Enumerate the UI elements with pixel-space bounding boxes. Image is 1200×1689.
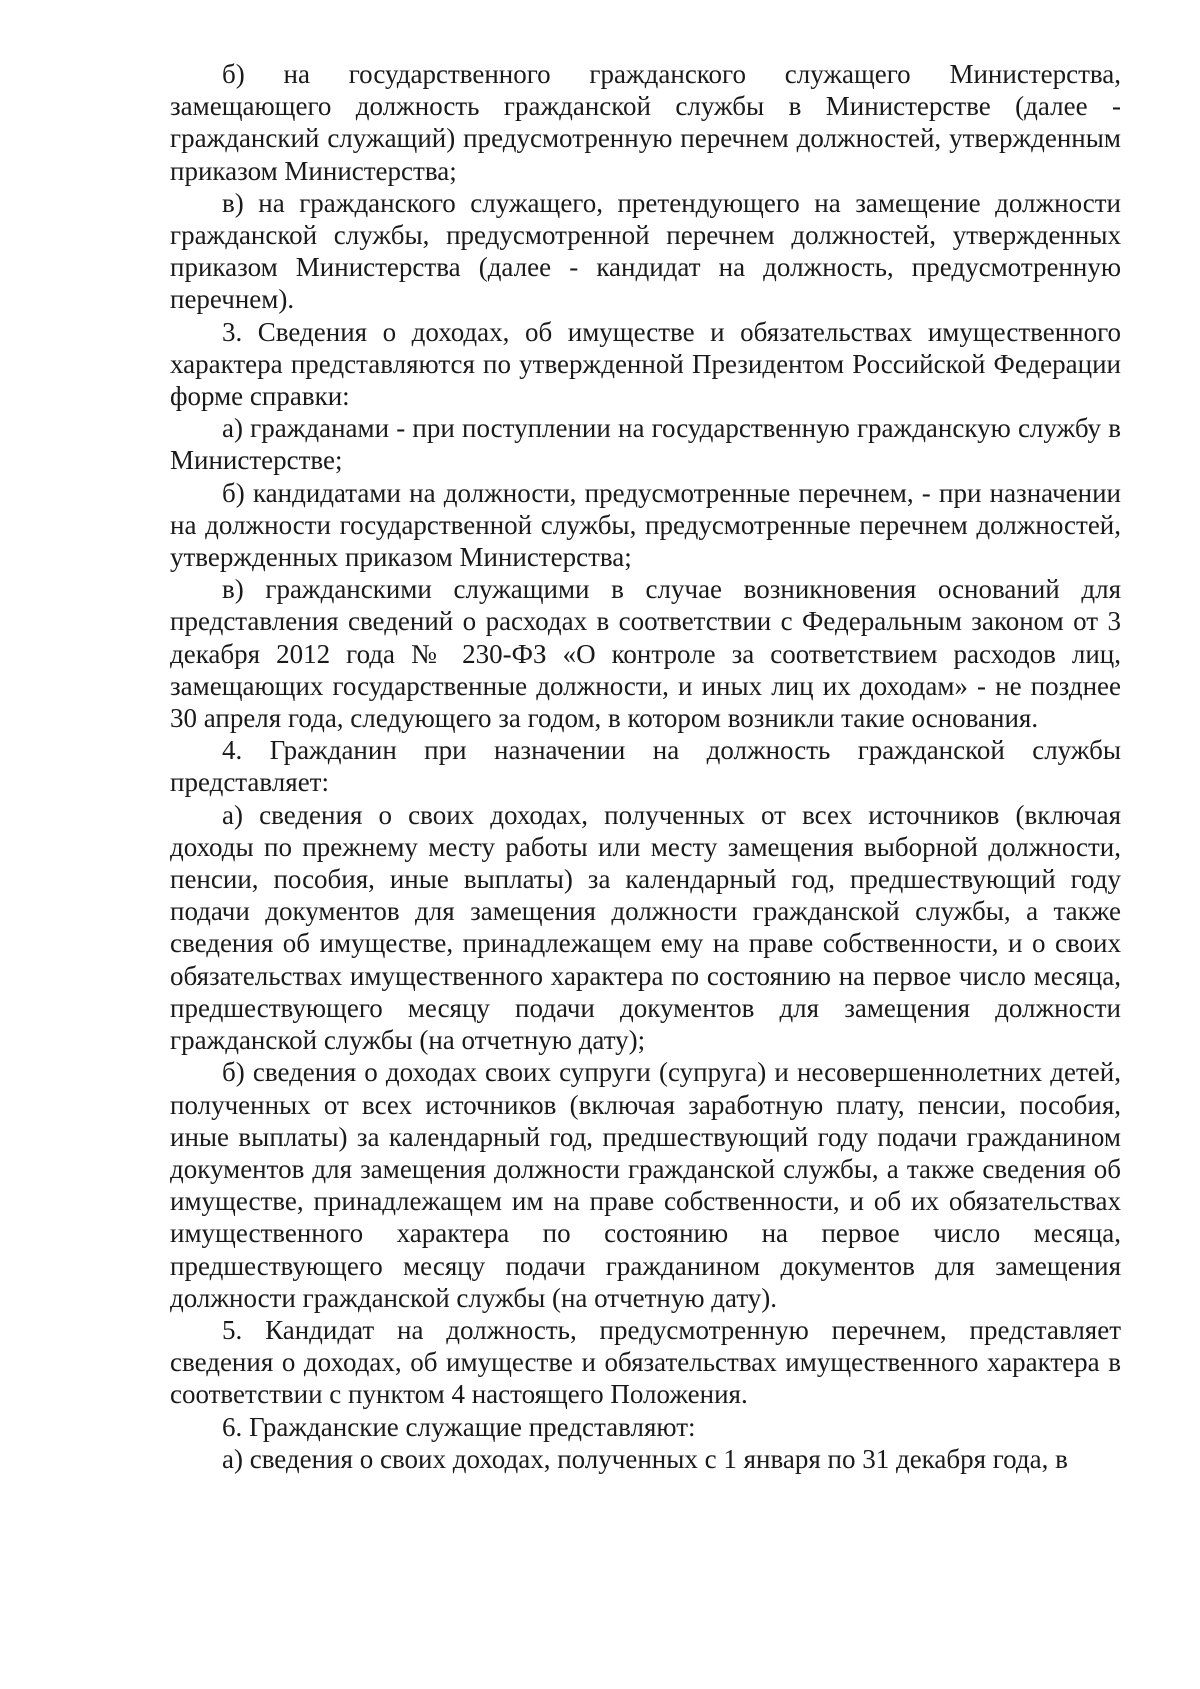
document-body [170, 58, 1121, 1475]
paragraph-6-civil-servants-submit: 6. Гражданские служащие представляют: [222, 1411, 696, 1442]
paragraph-3v-civil-servants: в) гражданскими служащими в случае возникновения оснований для представления сведений о расходах в соответствии с Федеральным законом от 3 декабря 2012 года № 230-ФЗ «О контроле за соответствием расходов лиц, замещающих государственные должности, и иных лиц их доходам» - не позднее 30 апреля года, следующего за годом, в котором возникли такие основания. [170, 574, 1121, 734]
paragraph-5-candidate-submits: 5. Кандидат на должность, предусмотренную перечнем, представляет сведения о доходах, об имуществе и обязательствах имущественного характера в соответствии с пунктом 4 настоящего Положения. [170, 1314, 1121, 1410]
paragraph-4b-family-income: б) сведения о доходах своих супруги (супруга) и несовершеннолетних детей, полученных от всех источников (включая заработную плату, пенсии, пособия, иные выплаты) за календарный год, предшествующий году подачи гражданином документов для замещения должности гражданской службы, а также сведения об имуществе, принадлежащем им на праве собственности, и об их обязательствах имущественного характера по состоянию на первое число месяца, предшествующего месяцу подачи гражданином документов для замещения должности гражданской службы (на отчетную дату). [170, 1057, 1121, 1313]
paragraph-4a-own-income: а) сведения о своих доходах, полученных от всех источников (включая доходы по прежнему месту работы или месту замещения выборной должности, пенсии, пособия, иные выплаты) за календарный год, предшествующий году подачи документов для замещения должности гражданской службы, а также сведения об имуществе, принадлежащем ему на праве собственности, и о своих обязательствах имущественного характера по состоянию на первое число месяца, предшествующего месяцу подачи документов для замещения должности гражданской службы (на отчетную дату); [170, 799, 1121, 1056]
paragraph-3b-candidates: б) кандидатами на должности, предусмотренные перечнем, - при назначении на должности государственной службы, предусмотренные перечнем должностей, утвержденных приказом Министерства; [170, 477, 1121, 573]
paragraph-4-citizen-submits: 4. Гражданин при назначении на должность гражданской службы представляет: [170, 735, 1121, 798]
paragraph-3-income-info: 3. Сведения о доходах, об имуществе и обязательствах имущественного характера представляются по утвержденной Президентом Российской Федерации форме справки: [170, 316, 1121, 412]
paragraph-6a-own-income: а) сведения о своих доходах, полученных с 1 января по 31 декабря года, в [222, 1443, 1068, 1474]
paragraph-b-civil-servant: б) на государственного гражданского служащего Министерства, замещающего должность гражданской службы в Министерстве (далее - гражданский служащий) предусмотренную перечнем должностей, утвержденным приказом Министерства; [170, 59, 1121, 186]
paragraph-v-candidate: в) на гражданского служащего, претендующего на замещение должности гражданской службы, предусмотренной перечнем должностей, утвержденных приказом Министерства (далее - кандидат на должность, предусмотренную перечнем). [170, 187, 1121, 315]
paragraph-3a-citizens: а) гражданами - при поступлении на государственную гражданскую службу в Министерстве; [170, 413, 1121, 476]
